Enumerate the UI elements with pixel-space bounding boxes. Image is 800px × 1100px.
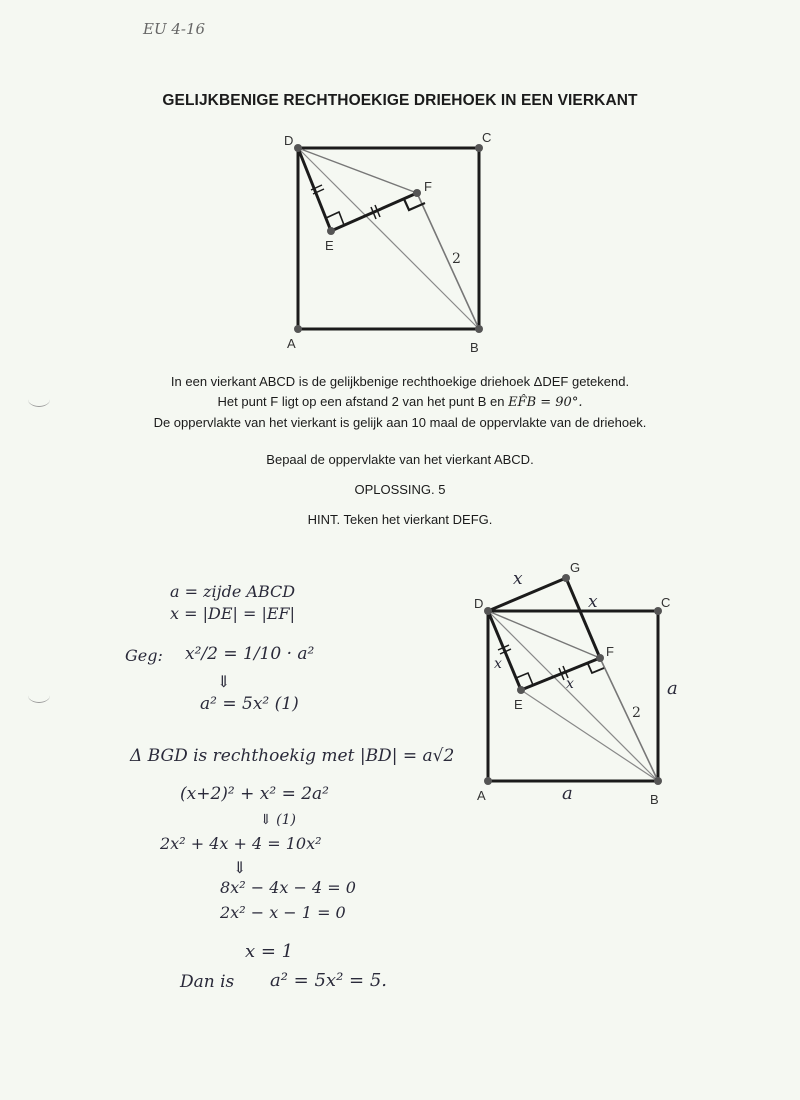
label-b: B <box>470 340 479 355</box>
angle-expression: EF̂B = 90°. <box>508 395 583 410</box>
label-a: A <box>287 336 296 351</box>
label-x-de: x <box>494 656 502 672</box>
definition-a: a = zijde ABCD <box>170 582 296 601</box>
given-label: Geg: <box>125 646 163 665</box>
label-e: E <box>325 238 334 253</box>
implies-arrow: ⇓ <box>233 858 247 877</box>
label-d: D <box>284 133 294 148</box>
equation-5: 2x² − x − 1 = 0 <box>220 903 346 922</box>
page-title: GELIJKBENIGE RECHTHOEKIGE DRIEHOEK IN EEN VIERKANT <box>162 92 638 109</box>
final-answer: a² = 5x² = 5. <box>270 970 387 991</box>
label-x-gf: x <box>588 592 598 612</box>
segment-fb-2 <box>600 658 658 781</box>
point-a-2 <box>484 777 492 785</box>
problem-line-1: In een vierkant ABCD is de gelijkbenige rechthoekige driehoek ΔDEF getekend. <box>170 374 630 389</box>
point-d-2 <box>484 607 492 615</box>
label-x-dg: x <box>513 569 523 589</box>
equation-3: 2x² + 4x + 4 = 10x² <box>160 834 322 853</box>
equation-given: x²/2 = 1/10 · a² <box>185 644 315 664</box>
point-d <box>294 144 302 152</box>
label-f-2: F <box>606 644 614 659</box>
segment-de <box>298 148 331 231</box>
label-g: G <box>570 560 581 575</box>
point-e <box>327 227 335 235</box>
definition-x: x = |DE| = |EF| <box>170 604 296 623</box>
point-f <box>413 189 421 197</box>
problem-line-2-text: Het punt F ligt op een afstand 2 van het punt B en <box>217 394 509 409</box>
label-c: C <box>482 130 492 145</box>
label-x-ef: x <box>566 676 574 692</box>
problem-line-2 <box>0 392 800 413</box>
segment-fb <box>417 193 479 329</box>
problem-statement <box>0 372 800 433</box>
point-c <box>475 144 483 152</box>
point-g <box>562 574 570 582</box>
point-e-2 <box>517 686 525 694</box>
equation-4: 8x² − 4x − 4 = 0 <box>220 878 356 897</box>
implies-arrow: ⇓ <box>217 672 231 691</box>
diagonal-db-2 <box>488 611 658 781</box>
final-prefix: Dan is <box>180 972 235 992</box>
right-angle-marker-f-2 <box>588 664 604 673</box>
label-side-a-bottom: a <box>562 783 573 804</box>
right-angle-marker-f <box>404 199 425 210</box>
label-b-2: B <box>650 792 659 807</box>
label-distance-fb: 2 <box>452 251 461 267</box>
point-f-2 <box>596 654 604 662</box>
equation-2: (x+2)² + x² = 2a² <box>180 784 329 804</box>
segment-ef <box>331 193 417 231</box>
solution-answer: OPLOSSING. 5 <box>354 482 446 497</box>
label-side-a-right: a <box>667 678 678 699</box>
label-c-2: C <box>661 595 671 610</box>
segment-df <box>298 148 417 193</box>
label-a-2: A <box>477 788 486 803</box>
segment-eb <box>521 690 658 781</box>
hint: HINT. Teken het vierkant DEFG. <box>307 512 493 527</box>
point-b <box>475 325 483 333</box>
label-f: F <box>424 179 432 194</box>
question: Bepaal de oppervlakte van het vierkant ABCD. <box>266 452 534 467</box>
label-d-2: D <box>474 596 484 611</box>
point-b-2 <box>654 777 662 785</box>
segment-dg <box>488 578 566 611</box>
solution-x: x = 1 <box>245 941 294 962</box>
triangle-statement: Δ BGD is rechthoekig met |BD| = a√2 <box>130 746 455 766</box>
point-a <box>294 325 302 333</box>
problem-line-3: De oppervlakte van het vierkant is gelijk aan 10 maal de oppervlakte van de driehoek. <box>153 415 647 430</box>
handwritten-solution <box>125 570 485 1000</box>
implies-arrow: ⇓ (1) <box>260 812 297 828</box>
document-code: EU 4-16 <box>143 20 206 38</box>
label-e-2: E <box>514 697 523 712</box>
label-distance-fb-2: 2 <box>632 705 641 721</box>
segment-ef-2 <box>521 658 600 690</box>
equation-1: a² = 5x² (1) <box>200 694 299 714</box>
